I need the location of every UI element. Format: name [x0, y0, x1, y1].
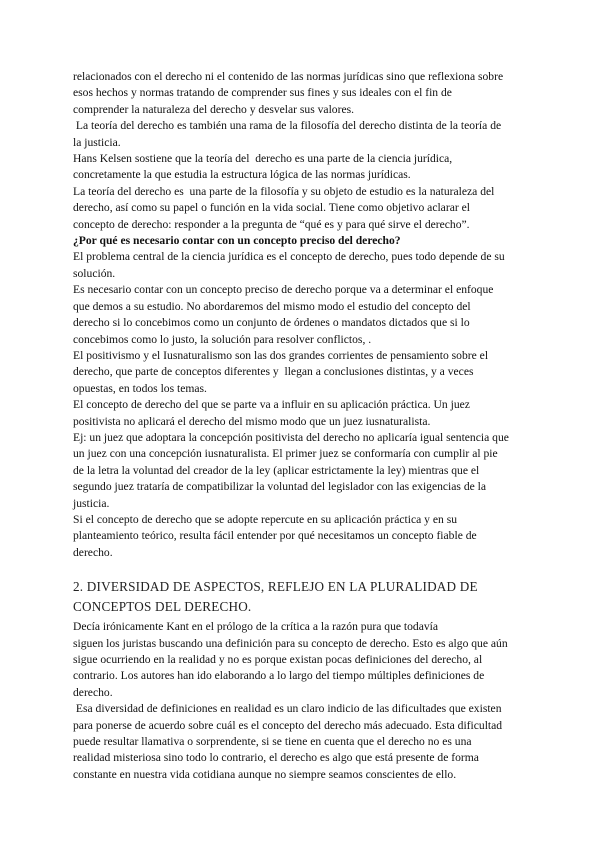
text-line: solución. [73, 266, 116, 280]
text-line: que demos a su estudio. No abordaremos del mismo modo el estudio del concepto del [73, 299, 471, 313]
paragraph-precise-concept [73, 282, 531, 348]
text-line: opuestas, en todos los temas. [73, 381, 207, 395]
text-line: para ponerse de acuerdo sobre cuál es el concepto del derecho más adecuado. Esta dificultad [73, 718, 503, 732]
heading-line: 2. DIVERSIDAD DE ASPECTOS, REFLEJO EN LA PLURALIDAD DE [73, 579, 478, 595]
text-line: la justicia. [73, 135, 121, 149]
text-line: planteamiento teórico, resulta fácil entender por qué necesitamos un concepto fiable de [73, 529, 477, 543]
text-line: puede resultar llamativa o sorprendente, si se tiene en cuenta que el derecho no es una [73, 735, 472, 749]
text-line: esos hechos y normas tratando de comprender sus fines y sus ideales con el fin de [73, 86, 452, 100]
text-line: Si el concepto de derecho que se adopte repercute en su aplicación práctica y en su [73, 512, 458, 526]
text-line: segundo juez trataría de compatibilizar la voluntad del legislador con las exigencias de la [73, 480, 487, 494]
paragraph-intro [73, 69, 531, 118]
paragraph-conclusion [73, 512, 531, 561]
section-heading [73, 577, 531, 617]
text-line: siguen los juristas buscando una definición para su concepto de derecho. Esto es algo que aún [73, 636, 508, 650]
text-line: concebimos como lo justo, la solución para resolver conflictos, . [73, 332, 372, 346]
text-line: La teoría del derecho es una parte de la filosofía y su objeto de estudio es la naturaleza del [73, 184, 495, 198]
text-line: Esa diversidad de definiciones en realidad es un claro indicio de las dificultades que existen [73, 702, 502, 716]
question-heading: ¿Por qué es necesario contar con un concepto preciso del derecho? [73, 234, 401, 248]
text-line: derecho. [73, 545, 113, 559]
paragraph-example [73, 430, 531, 512]
text-line: Hans Kelsen sostiene que la teoría del derecho es una parte de la ciencia jurídica, [73, 152, 453, 166]
paragraph-diversity [73, 701, 531, 783]
text-line: El problema central de la ciencia jurídica es el concepto de derecho, pues todo depende de su [73, 250, 505, 264]
text-line: Decía irónicamente Kant en el prólogo de la crítica a la razón pura que todavía [73, 620, 439, 634]
text-line: contrario. Los autores han ido elaborando a lo largo del tiempo múltiples definiciones de [73, 669, 485, 683]
text-line: derecho, que parte de conceptos diferentes y llegan a conclusiones distintas, y a veces [73, 365, 474, 379]
text-line: derecho si lo concebimos como un conjunto de órdenes o mandatos dictados que si lo [73, 316, 470, 330]
paragraph-theory-branch [73, 118, 531, 151]
text-line: concepto de derecho: responder a la pregunta de “qué es y para qué sirve el derecho”. [73, 217, 470, 231]
text-line: comprender la naturaleza del derecho y desvelar sus valores. [73, 102, 355, 116]
text-line: derecho, así como su papel o función en la vida social. Tiene como objetivo aclarar el [73, 201, 470, 215]
text-line: relacionados con el derecho ni el contenido de las normas jurídicas sino que reflexiona sobre [73, 70, 504, 83]
heading-line: CONCEPTOS DEL DERECHO. [73, 599, 252, 615]
document-page [73, 69, 531, 783]
paragraph-philosophy [73, 184, 531, 233]
text-line: Ej: un juez que adoptara la concepción positivista del derecho no aplicaría igual sentencia que [73, 430, 509, 444]
text-line: un juez con una concepción iusnaturalista. El primer juez se conformaría con cumplir al pie [73, 447, 498, 461]
text-line: La teoría del derecho es también una rama de la filosofía del derecho distinta de la teoría de [73, 119, 502, 133]
text-line: derecho. [73, 685, 113, 699]
paragraph-kant [73, 619, 531, 701]
text-line: Es necesario contar con un concepto preciso de derecho porque va a determinar el enfoque [73, 283, 494, 297]
text-line: positivista no aplicará el derecho del mismo modo que un juez iusnaturalista. [73, 414, 431, 428]
text-line: concretamente la que estudia la estructura lógica de las normas jurídicas. [73, 168, 411, 182]
paragraph-application [73, 397, 531, 430]
text-line: El concepto de derecho del que se parte va a influir en su aplicación práctica. Un juez [73, 398, 470, 412]
paragraph-positivism [73, 348, 531, 397]
text-line: de la letra la voluntad del creador de la ley (aplicar estrictamente la ley) mientras que el [73, 463, 480, 477]
text-line: constante en nuestra vida cotidiana aunque no siempre seamos conscientes de ello. [73, 767, 457, 781]
text-line: El positivismo y el Iusnaturalismo son las dos grandes corrientes de pensamiento sobre el [73, 348, 489, 362]
paragraph-central-problem [73, 249, 531, 282]
text-line: sigue ocurriendo en la realidad y no es porque existan pocas definiciones del derecho, al [73, 653, 483, 666]
text-line: realidad misteriosa sino todo lo contrario, el derecho es algo que está presente de forma [73, 751, 479, 765]
text-line: justicia. [73, 496, 110, 510]
paragraph-kelsen [73, 151, 531, 184]
